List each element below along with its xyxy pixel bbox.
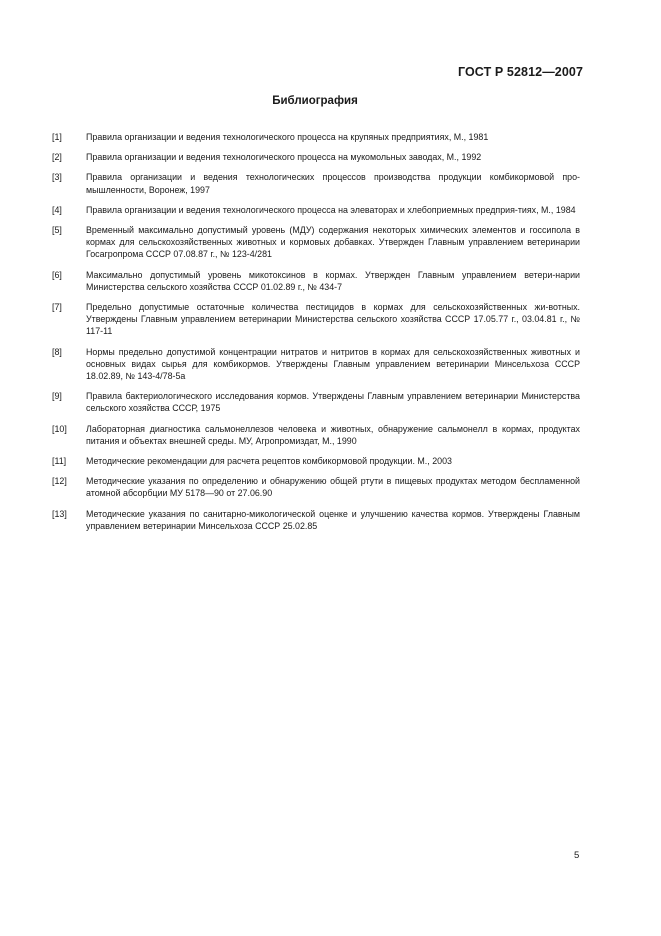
reference-item [52,423,580,447]
reference-number: [2] [52,152,62,163]
reference-text: Лабораторная диагностика сальмонеллезов человека и животных, обнаружение сальмонелл в кормах, продуктах питания и объектах внешней среды. МУ, Агропромиздат, М., 1990 [86,423,580,446]
reference-text: Временный максимально допустимый уровень (МДУ) содержания некоторых химических элементов и госсипола в кормах для сельскохозяйственных животных и кормовых добавках. Утвержден Главным управлением ветеринарии Госагропрома СССР 07.08.87 г., № 123-4/281 [86,225,580,260]
reference-number: [4] [52,204,62,215]
reference-number: [12] [52,476,67,487]
reference-text: Правила организации и ведения технологического процесса на крупяных предприятиях, М., 1981 [86,132,489,142]
reference-number: [6] [52,269,62,280]
reference-item [52,301,580,338]
reference-number: [7] [52,302,62,313]
reference-text: Предельно допустимые остаточные количества пестицидов в кормах для сельскохозяйственных жи-вотных. Утверждены Главным управлением ветеринарии Министерства сельского хозяйства СССР 17.05.77 г., 03.04.81 г., № 117-11 [86,302,580,337]
reference-text: Правила организации и ведения технологического процесса на элеваторах и хлебоприемных предприя-тиях, М., 1984 [86,204,576,215]
reference-item [52,475,580,499]
reference-text: Методические указания по определению и обнаружению общей ртути в пищевых продуктах методом беспламенной атомной абсорбции МУ 5178—90 от 27.06.90 [86,476,580,499]
reference-item [52,455,580,467]
reference-text: Максимально допустимый уровень микотоксинов в кормах. Утвержден Главным управлением ветери-нарии Министерства сельского хозяйства СССР 01.02.89 г., № 434-7 [86,269,580,292]
reference-item [52,171,580,195]
page-number: 5 [574,850,580,861]
reference-item [52,151,580,163]
reference-list [52,131,580,540]
reference-number: [8] [52,346,62,357]
reference-item [52,346,580,383]
reference-number: [13] [52,508,67,519]
reference-number: [9] [52,391,62,402]
reference-item [52,131,580,143]
reference-number: [10] [52,423,67,434]
reference-text: Правила бактериологического исследования кормов. Утверждены Главным управлением ветеринарии Министерства сельского хозяйства СССР, 1975 [86,391,580,414]
reference-item [52,204,580,216]
reference-text: Нормы предельно допустимой концентрации нитратов и нитритов в кормах для сельскохозяйственных животных и основных видах сырья для комбикормов. Утверждены Главным управлением ветеринарии Минсельхоза СССР 18.02.89, № 143-4/78-5а [86,346,580,382]
reference-item [52,269,580,293]
reference-text: Методические указания по санитарно-микологической оценке и улучшению качества кормов. Утверждены Главным управлением ветеринарии Минсельхоза СССР 25.02.85 [86,508,580,531]
reference-item [52,508,580,532]
reference-number: [5] [52,225,62,236]
reference-number: [1] [52,132,62,142]
reference-text: Правила организации и ведения технологического процесса на мукомольных заводах, М., 1992 [86,152,482,163]
reference-text: Методические рекомендации для расчета рецептов комбикормовой продукции. М., 2003 [86,456,452,467]
reference-number: [11] [52,456,67,467]
reference-text: Правила организации и ведения технологических процессов производства продукции комбикормовой про-мышленности, Воронеж, 1997 [86,172,580,195]
document-code: ГОСТ Р 52812—2007 [457,65,583,79]
bibliography-title: Библиография [272,95,358,107]
reference-item [52,224,580,261]
reference-item [52,390,580,414]
reference-number: [3] [52,172,62,183]
